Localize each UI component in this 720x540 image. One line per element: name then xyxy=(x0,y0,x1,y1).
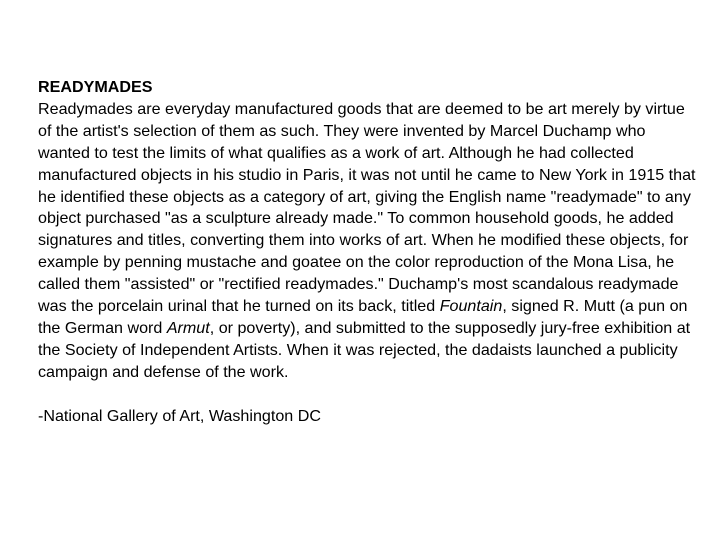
attribution: -National Gallery of Art, Washington DC xyxy=(38,406,321,425)
paragraph-text-2: , signed R. Mutt (a pun on the German word xyxy=(38,297,688,337)
text-block xyxy=(38,77,698,428)
heading: READYMADES xyxy=(38,78,153,96)
fountain-title: Fountain xyxy=(439,297,503,316)
armut-word: Armut xyxy=(166,318,210,337)
spacer xyxy=(38,384,698,406)
body-paragraph xyxy=(38,99,698,384)
paragraph-text-3: , or poverty), and submitted to the supposedly jury-free exhibition at the Society of Independent Artists. When it was rejected, the dadaists launched a publicity campaign and defense of the work. xyxy=(38,318,691,381)
paragraph-text-1: Readymades are everyday manufactured goods that are deemed to be art merely by virtue of the artist's selection of them as such. They were invented by Marcel Duchamp who wanted to test the limits of what qualifies as a work of art. Although he had collected manufactured objects in his studio in Paris, it was not until he came to New York in 1915 that he identified these objects as a category of art, giving the English name "readymade" to any object purchased "as a sculpture already made." To common household goods, he added signatures and titles, converting them into works of art. When he modified these objects, for example by penning mustache and goatee on the color reproduction of the Mona Lisa, he called them "assisted" or "rectified readymades." Duchamp's most scandalous readymade was the porcelain urinal that he turned on its back, titled xyxy=(38,99,696,316)
